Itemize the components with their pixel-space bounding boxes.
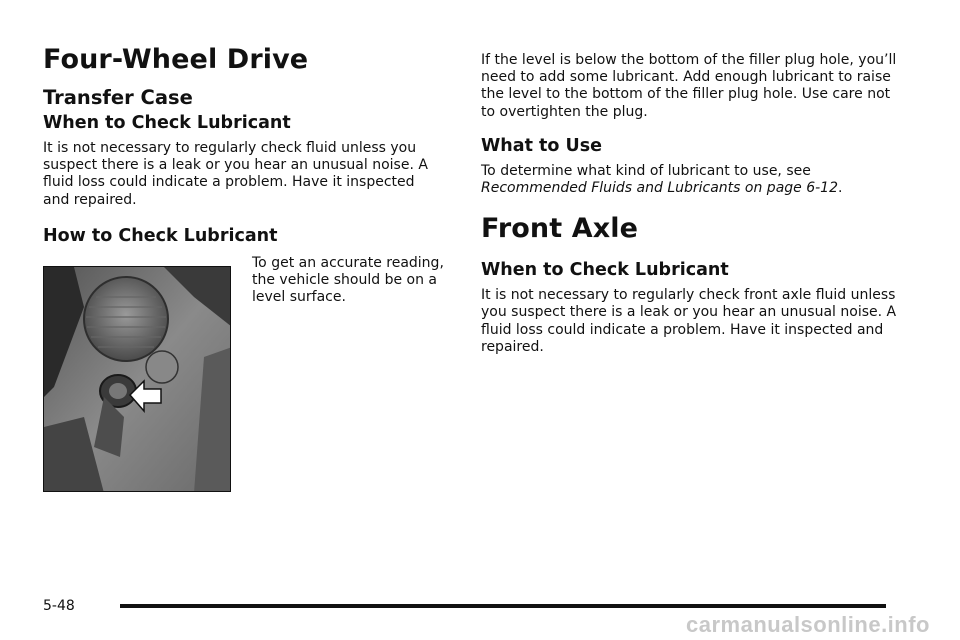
paragraph-when-to-check: It is not necessary to regularly check fluid unless you suspect there is a leak or you hear an unusual noise. A fluid loss could indicate a problem. Have it inspected and repaired. — [43, 140, 428, 208]
section-title-transfer-case: Transfer Case — [43, 86, 193, 109]
what-to-use-end: . — [838, 180, 843, 197]
heading-what-to-use: What to Use — [481, 135, 603, 156]
fluids-reference-link[interactable]: Recommended Fluids and Lubricants on page 6-12 — [481, 180, 838, 197]
left-column — [43, 44, 443, 495]
transfer-case-photo — [43, 266, 231, 492]
photo-row — [43, 255, 443, 495]
watermark: carmanualsonline.info — [686, 612, 930, 637]
heading-axle-when-to-check: When to Check Lubricant — [481, 260, 729, 281]
page-title: Four-Wheel Drive — [43, 44, 309, 75]
front-axle-title: Front Axle — [481, 213, 638, 245]
paragraph-what-to-use — [481, 163, 901, 197]
what-to-use-text: To determine what kind of lubricant to use, see — [481, 162, 811, 179]
paragraph-how-to-check: To get an accurate reading, the vehicle should be on a level surface. — [252, 254, 444, 306]
right-column — [481, 52, 901, 356]
footer-divider — [120, 604, 886, 608]
paragraph-fill-level: If the level is below the bottom of the filler plug hole, you’ll need to add some lubricant. Add enough lubricant to raise the level to the bottom of the filler plug hole. Use care not to overtighten the plug. — [481, 52, 897, 120]
heading-how-to-check: How to Check Lubricant — [43, 225, 278, 246]
transfer-case-image — [44, 267, 231, 492]
page-number: 5-48 — [43, 598, 75, 614]
heading-when-to-check: When to Check Lubricant — [43, 113, 291, 133]
paragraph-axle-when-to-check: It is not necessary to regularly check front axle fluid unless you suspect there is a leak or you hear an unusual noise. A fluid loss could indicate a problem. Have it inspected and repaired. — [481, 287, 897, 355]
